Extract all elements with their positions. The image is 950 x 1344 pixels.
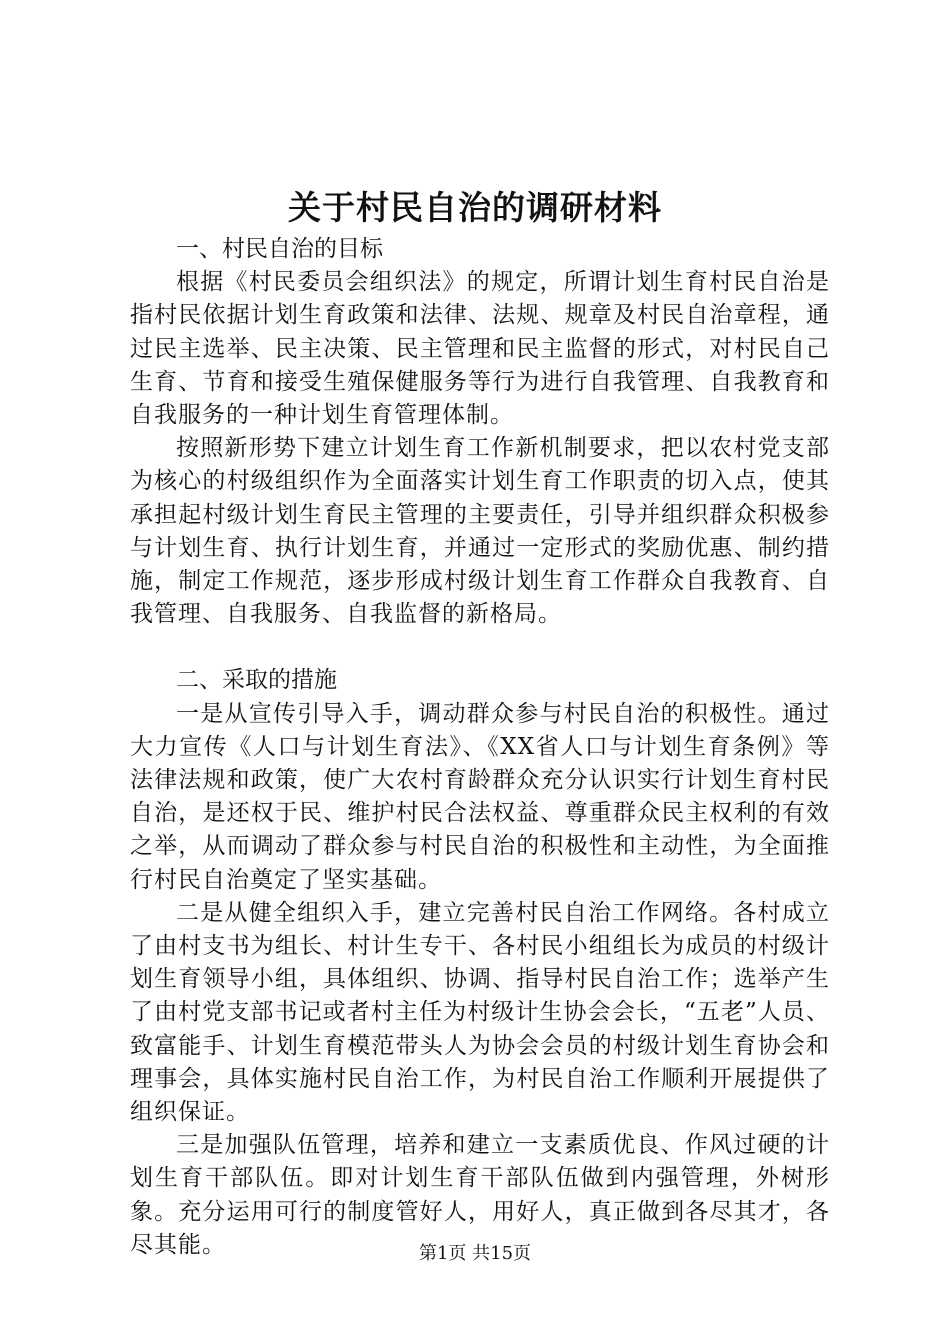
page-title: 关于村民自治的调研材料 <box>288 188 662 227</box>
document-body <box>130 233 830 1262</box>
page-number-footer: 第1页 共15页 <box>418 1243 532 1264</box>
paragraph: 二是从健全组织入手，建立完善村民自治工作网络。各村成立了由村支书为组长、村计生专干、各村民小组组长为成员的村级计划生育领导小组，具体组织、协调、指导村民自治工作；选举产生了由村党支部书记或者村主任为村级计生协会会长，“五老”人员、致富能手、计划生育模范带头人为协会会员的村级计划生育协会和理事会，具体实施村民自治工作，为村民自治工作顺利开展提供了组织保证。 <box>130 899 830 1126</box>
paragraph: 按照新形势下建立计划生育工作新机制要求，把以农村党支部为核心的村级组织作为全面落实计划生育工作职责的切入点，使其承担起村级计划生育民主管理的主要责任，引导并组织群众积极参与计划生育、执行计划生育，并通过一定形式的奖励优惠、制约措施，制定工作规范，逐步形成村级计划生育工作群众自我教育、自我管理、自我服务、自我监督的新格局。 <box>130 435 830 628</box>
section-heading-1: 一、村民自治的目标 <box>176 236 383 262</box>
section-spacer <box>130 631 830 664</box>
section-heading-2: 二、采取的措施 <box>176 667 337 694</box>
paragraph: 三是加强队伍管理，培养和建立一支素质优良、作风过硬的计划生育干部队伍。即对计划生育干部队伍做到内强管理，外树形象。充分运用可行的制度管好人，用好人，真正做到各尽其才，各尽其能。 <box>130 1132 830 1258</box>
paragraph: 根据《村民委员会组织法》的规定，所谓计划生育村民自治是指村民依据计划生育政策和法律、法规、规章及村民自治章程，通过民主选举、民主决策、民主管理和民主监督的形式，对村民自己生育、节育和接受生殖保健服务等行为进行自我管理、自我教育和自我服务的一种计划生育管理体制。 <box>130 269 830 429</box>
paragraph: 一是从宣传引导入手，调动群众参与村民自治的积极性。通过大力宣传《人口与计划生育法》、《XX省人口与计划生育条例》等法律法规和政策，使广大农村育龄群众充分认识实行计划生育村民自治，是还权于民、维护村民合法权益、尊重群众民主权利的有效之举，从而调动了群众参与村民自治的积极性和主动性，为全面推行村民自治奠定了坚实基础。 <box>130 700 830 893</box>
